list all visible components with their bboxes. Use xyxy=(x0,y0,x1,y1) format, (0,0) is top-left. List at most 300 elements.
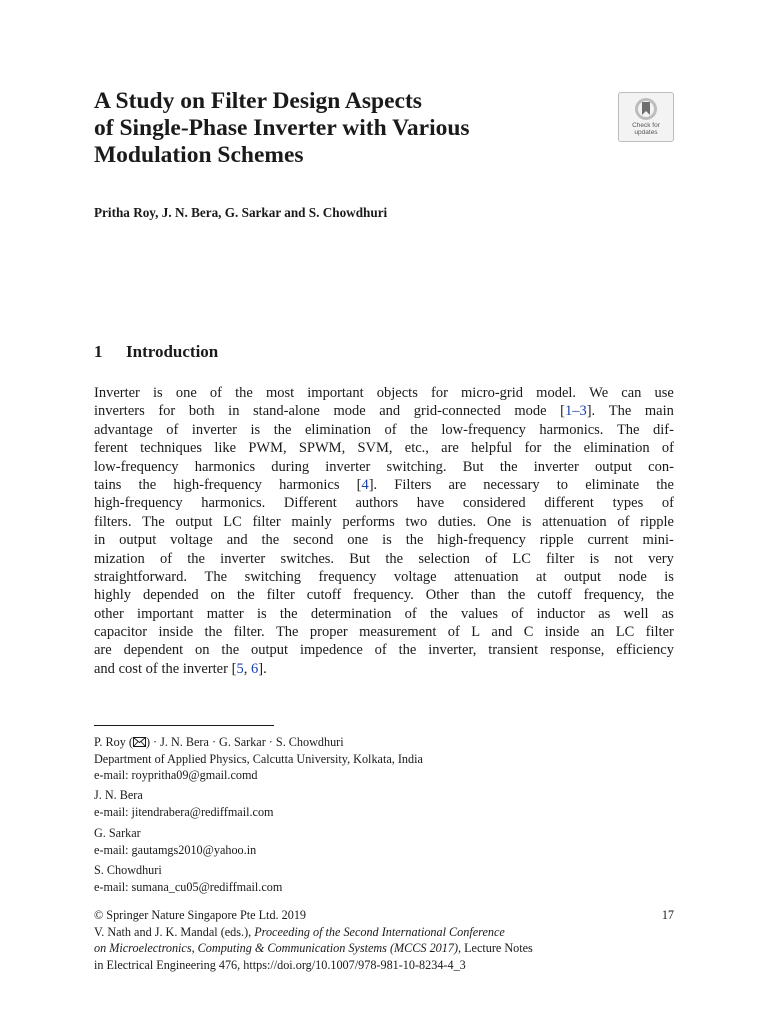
body-word xyxy=(399,641,417,659)
body-word xyxy=(266,384,294,402)
body-word xyxy=(405,439,429,457)
check-for-updates-badge[interactable] xyxy=(618,92,674,142)
body-word xyxy=(511,605,523,623)
author-name: S. Chowdhuri xyxy=(94,863,162,877)
body-word xyxy=(140,439,202,457)
body-text-fragment: mode xyxy=(514,403,547,420)
body-text-fragment: and xyxy=(94,660,115,677)
body-word xyxy=(508,586,526,604)
body-word xyxy=(655,384,674,402)
body-word xyxy=(234,623,265,641)
body-text-fragment: mainly xyxy=(291,513,332,530)
body-text-fragment: necessary xyxy=(483,476,540,493)
body-text-fragment: the xyxy=(507,587,526,604)
body-text-fragment: to xyxy=(556,476,569,493)
body-text-fragment: inverter xyxy=(220,550,266,567)
body-word xyxy=(183,660,228,678)
body-word xyxy=(539,421,603,439)
body-word xyxy=(251,421,261,439)
body-word xyxy=(379,402,400,420)
body-line xyxy=(94,439,674,457)
body-word xyxy=(318,568,376,586)
body-text-fragment: inverter xyxy=(325,458,371,475)
body-text-fragment: the xyxy=(405,532,424,549)
body-text-fragment: tains xyxy=(94,476,122,493)
body-word xyxy=(653,421,674,439)
body-text-fragment: is xyxy=(664,568,674,585)
body-word xyxy=(94,476,121,494)
body-word xyxy=(537,605,585,623)
body-line xyxy=(94,641,674,659)
email-line[interactable]: e-mail: roypritha09@gmail.comd xyxy=(94,768,258,782)
body-line xyxy=(94,568,674,586)
body-word xyxy=(176,384,197,402)
body-word xyxy=(410,421,428,439)
body-word xyxy=(307,586,341,604)
body-word xyxy=(441,421,526,439)
body-text-fragment: LC xyxy=(223,513,242,530)
body-word xyxy=(232,660,248,678)
body-text-fragment: an xyxy=(590,624,605,641)
body-text-fragment: dif- xyxy=(653,421,674,438)
footnote-divider xyxy=(94,725,274,726)
body-word xyxy=(300,641,363,659)
body-text-fragment: stand-alone xyxy=(253,403,320,420)
body-text-fragment: [ xyxy=(231,660,237,677)
body-text-fragment: of xyxy=(404,605,417,622)
body-text-fragment: other xyxy=(94,605,124,622)
body-word xyxy=(645,402,674,420)
body-word xyxy=(325,458,370,476)
body-text-fragment: of xyxy=(617,513,630,530)
body-word xyxy=(310,623,348,641)
email-line[interactable]: e-mail: sumana_cu05@rediffmail.com xyxy=(94,879,283,894)
body-text-fragment: The xyxy=(142,513,165,530)
body-text-fragment: the xyxy=(553,440,572,457)
badge-label: Check for updates xyxy=(632,122,660,136)
body-word xyxy=(394,568,437,586)
body-text-fragment: most xyxy=(265,385,295,401)
body-text-fragment: proper xyxy=(309,624,348,641)
body-word xyxy=(237,586,255,604)
body-word xyxy=(461,384,523,402)
body-text-fragment: the xyxy=(236,587,255,604)
body-text-fragment: switching. xyxy=(386,458,447,475)
section-heading xyxy=(94,342,218,362)
body-text-fragment: of xyxy=(661,440,674,457)
affiliation-chowdhuri xyxy=(94,862,694,895)
email-line[interactable]: e-mail: jitendrabera@rediffmail.com xyxy=(94,804,274,819)
body-text-fragment: grid-connected xyxy=(413,403,501,420)
bookmark-icon xyxy=(634,97,658,121)
citation-link[interactable]: 4 xyxy=(361,476,369,493)
body-word xyxy=(211,586,226,604)
body-word xyxy=(195,458,255,476)
email-line[interactable]: e-mail: gautamgs2010@yahoo.in xyxy=(94,842,257,857)
body-word xyxy=(94,550,145,568)
body-text-fragment: Other xyxy=(425,587,459,604)
body-text-fragment: The xyxy=(275,624,299,641)
body-word xyxy=(485,550,497,568)
body-text-fragment: the xyxy=(221,642,240,659)
body-text-fragment: considered xyxy=(462,495,526,512)
body-text-fragment: as xyxy=(598,605,611,622)
author-name: J. N. Bera xyxy=(94,788,143,802)
body-text-fragment: measurement xyxy=(359,624,437,641)
body-word xyxy=(355,494,398,512)
page-number: 17 xyxy=(661,908,674,922)
body-text-fragment: ripple xyxy=(539,532,574,549)
body-text-fragment: the xyxy=(656,587,674,604)
body-text-fragment: are xyxy=(448,476,467,493)
body-text-fragment: L xyxy=(471,624,481,641)
body-word xyxy=(418,550,470,568)
body-text-fragment: output xyxy=(175,513,213,530)
body-word xyxy=(251,660,267,678)
body-text-fragment: filter. xyxy=(233,624,265,641)
body-text-fragment: in xyxy=(228,403,240,420)
body-word xyxy=(595,458,632,476)
body-word xyxy=(353,586,414,604)
body-text-fragment: as xyxy=(661,605,674,622)
body-word xyxy=(293,531,333,549)
body-word xyxy=(487,513,511,531)
body-word xyxy=(640,513,674,531)
body-text-fragment: the xyxy=(204,624,223,641)
body-word xyxy=(124,641,184,659)
envelope-icon[interactable] xyxy=(133,737,146,747)
body-text-fragment: is xyxy=(250,421,261,438)
body-text-fragment: cutoff xyxy=(537,587,572,604)
body-line xyxy=(94,586,674,604)
body-word xyxy=(248,439,286,457)
body-text-fragment: duties. xyxy=(437,513,477,530)
body-text-fragment: SPWM, xyxy=(298,440,346,457)
body-word xyxy=(267,586,295,604)
citation-line: V. Nath and J. K. Mandal (eds.), Proceeding of the Second International Conference xyxy=(94,924,505,939)
body-word xyxy=(648,458,674,476)
body-word xyxy=(161,660,179,678)
body-text-fragment: on xyxy=(195,642,210,659)
body-text-fragment: We xyxy=(589,385,609,401)
body-text-fragment: the xyxy=(235,385,253,401)
body-text-fragment: is xyxy=(256,605,267,622)
body-word xyxy=(406,531,424,549)
body-text-fragment: attenuation xyxy=(454,568,519,585)
body-word xyxy=(137,605,193,623)
body-word xyxy=(448,623,460,641)
body-word xyxy=(387,458,447,476)
body-text-fragment: harmonics. xyxy=(539,421,604,438)
body-text-fragment: Inverter xyxy=(94,385,140,401)
body-word xyxy=(349,550,370,568)
body-word xyxy=(414,402,501,420)
body-text-fragment: frequency, xyxy=(583,587,645,604)
body-word xyxy=(274,421,292,439)
body-word xyxy=(347,531,368,549)
body-line xyxy=(94,384,674,402)
body-line xyxy=(94,605,674,623)
body-text-fragment: during xyxy=(271,458,310,475)
introduction-body xyxy=(94,384,674,678)
body-text-fragment: the xyxy=(430,605,448,622)
body-text-fragment: frequency. xyxy=(353,587,414,604)
doi-line[interactable]: in Electrical Engineering 476, https://doi.org/10.1007/978-981-10-8234-4_3 xyxy=(94,957,466,972)
affiliation-roy xyxy=(94,734,694,784)
body-text-fragment: mini- xyxy=(642,532,674,549)
body-text-fragment: ripple xyxy=(640,513,674,530)
section-title: Introduction xyxy=(126,342,219,361)
body-text-fragment: harmonics xyxy=(279,476,340,493)
body-word xyxy=(430,605,448,623)
body-text-fragment: attenuation xyxy=(542,513,607,530)
body-text-fragment: switches. xyxy=(280,550,335,567)
body-text-fragment: inverter xyxy=(533,458,579,475)
body-word xyxy=(158,402,175,420)
body-text-fragment: highly xyxy=(94,587,132,604)
body-text-fragment: voltage xyxy=(170,532,213,549)
body-word xyxy=(394,476,431,494)
body-line xyxy=(94,623,674,641)
body-text-fragment: output xyxy=(119,532,157,549)
body-text-fragment: PWM, xyxy=(248,440,287,457)
body-word xyxy=(664,568,674,586)
body-text-fragment: the xyxy=(187,550,205,567)
body-word xyxy=(119,531,156,549)
body-word xyxy=(357,476,378,494)
body-text-fragment: SVM, xyxy=(357,440,393,457)
body-text-fragment: filter xyxy=(266,587,295,604)
body-text-fragment: for xyxy=(430,385,448,401)
citation-link[interactable]: 5 xyxy=(236,660,244,677)
body-text-fragment: one xyxy=(347,532,369,549)
body-text-fragment: con- xyxy=(648,458,674,475)
body-word xyxy=(253,402,320,420)
body-text-fragment: helpful xyxy=(471,440,513,457)
body-text-fragment: efficiency xyxy=(616,642,674,659)
body-text-fragment: The xyxy=(608,403,632,420)
citation-line: on Microelectronics, Computing & Communication Systems (MCCS 2017), Lecture Notes xyxy=(94,941,533,955)
body-word xyxy=(223,513,242,531)
body-text-fragment: the xyxy=(273,421,292,438)
body-word xyxy=(166,421,178,439)
body-word xyxy=(662,605,674,623)
body-text-fragment: of xyxy=(447,624,460,641)
body-text-fragment: switching xyxy=(244,568,301,585)
body-word xyxy=(94,384,140,402)
body-text-fragment: high-frequency xyxy=(437,532,526,549)
body-word xyxy=(591,623,605,641)
body-word xyxy=(382,531,392,549)
body-text-fragment: the xyxy=(279,605,298,622)
body-word xyxy=(228,402,239,420)
body-text-fragment: of xyxy=(485,550,498,567)
body-word xyxy=(280,550,334,568)
body-word xyxy=(589,384,608,402)
body-word xyxy=(342,513,394,531)
body-word xyxy=(514,402,546,420)
body-text-fragment: authors xyxy=(355,495,399,512)
body-text-fragment: impedence xyxy=(299,642,363,659)
body-text-fragment: use xyxy=(654,385,674,401)
body-word xyxy=(207,605,244,623)
body-text-fragment: is xyxy=(153,385,163,401)
body-word xyxy=(426,586,459,604)
body-text-fragment: ]. xyxy=(368,476,378,493)
body-word xyxy=(235,384,253,402)
body-text-fragment: second xyxy=(293,532,334,549)
body-word xyxy=(94,586,131,604)
body-text-fragment: elimination xyxy=(304,421,371,438)
body-word xyxy=(94,660,115,678)
body-word xyxy=(584,586,645,604)
body-text-fragment: C xyxy=(523,624,534,641)
body-text-fragment: filters. xyxy=(94,513,132,530)
body-text-fragment: one xyxy=(175,385,197,401)
body-text-fragment: like xyxy=(214,440,237,457)
body-text-fragment: [ xyxy=(560,403,565,420)
page-footer xyxy=(94,907,674,973)
title-line: A Study on Filter Design Aspects xyxy=(94,88,422,114)
paper-title xyxy=(94,88,594,169)
body-text-fragment: the xyxy=(410,421,428,438)
body-text-fragment: mization xyxy=(94,550,145,567)
body-word xyxy=(357,439,392,457)
body-word xyxy=(119,660,142,678)
body-text-fragment: inside xyxy=(158,624,194,641)
title-line: of Single-Phase Inverter with Various xyxy=(94,115,470,141)
body-text-fragment: ]. xyxy=(258,660,267,677)
affiliation-authors-line: P. Roy ( ) · J. N. Bera · G. Sarkar · S. Chowdhuri xyxy=(94,735,344,749)
body-word xyxy=(471,623,480,641)
body-word xyxy=(560,402,595,420)
body-text-fragment: of xyxy=(384,421,397,438)
body-word xyxy=(252,513,280,531)
body-text-fragment: and xyxy=(491,624,513,641)
body-word xyxy=(94,494,183,512)
body-word xyxy=(589,550,599,568)
body-text-fragment: voltage xyxy=(393,568,437,585)
body-text-fragment: than xyxy=(470,587,496,604)
body-word xyxy=(146,660,158,678)
body-word xyxy=(94,421,153,439)
body-text-fragment: the xyxy=(261,532,280,549)
body-text-fragment: Different xyxy=(283,495,337,512)
body-text-fragment: two xyxy=(405,513,428,530)
body-text-fragment: for xyxy=(524,440,542,457)
body-word xyxy=(512,550,531,568)
body-word xyxy=(359,623,436,641)
body-word xyxy=(279,476,339,494)
body-word xyxy=(544,494,594,512)
body-text-fragment: mode xyxy=(333,403,366,420)
body-word xyxy=(245,568,301,586)
body-text-fragment: LC xyxy=(615,624,635,641)
body-text-fragment: advantage xyxy=(94,421,153,438)
body-word xyxy=(159,623,194,641)
body-word xyxy=(170,531,213,549)
body-word xyxy=(522,513,532,531)
body-word xyxy=(500,458,518,476)
body-text-fragment: current xyxy=(587,532,629,549)
body-text-fragment: inside xyxy=(544,624,580,641)
body-word xyxy=(143,586,199,604)
body-word xyxy=(375,641,387,659)
body-word xyxy=(173,476,262,494)
body-text-fragment: elimination xyxy=(583,440,650,457)
body-word xyxy=(545,623,580,641)
body-text-fragment: Filters xyxy=(394,476,432,493)
body-text-fragment: high-frequency xyxy=(173,476,262,493)
body-text-fragment: model. xyxy=(536,385,577,401)
body-text-fragment: The xyxy=(616,421,640,438)
body-word xyxy=(187,550,205,568)
body-word xyxy=(417,494,444,512)
body-text-fragment: But xyxy=(349,550,371,567)
body-word xyxy=(483,476,539,494)
body-word xyxy=(587,531,628,549)
body-text-fragment: filter xyxy=(252,513,281,530)
body-text-fragment: response, xyxy=(550,642,605,659)
body-word xyxy=(94,641,112,659)
body-text-fragment: well xyxy=(623,605,649,622)
body-word xyxy=(642,531,673,549)
body-word xyxy=(662,494,674,512)
body-word xyxy=(617,513,629,531)
body-text-fragment: is xyxy=(382,532,392,549)
body-word xyxy=(192,421,237,439)
body-text-fragment: for xyxy=(158,403,176,420)
citation-link[interactable]: 6 xyxy=(251,660,259,677)
body-text-fragment: The xyxy=(204,568,228,585)
body-word xyxy=(405,605,417,623)
body-text-fragment: inverter xyxy=(182,660,228,677)
body-word xyxy=(94,605,124,623)
body-text-fragment: , xyxy=(243,660,248,677)
body-text-fragment: different xyxy=(544,495,594,512)
body-word xyxy=(153,384,163,402)
body-text-fragment: is xyxy=(589,550,600,567)
body-text-fragment: in xyxy=(94,532,106,549)
body-text-fragment: matter xyxy=(206,605,244,622)
body-text-fragment: But xyxy=(462,458,484,475)
body-word xyxy=(540,531,574,549)
citation-link[interactable]: 1–3 xyxy=(564,403,587,420)
body-text-fragment: high-frequency xyxy=(94,495,183,512)
body-text-fragment: on xyxy=(210,587,226,604)
body-text-fragment: techniques xyxy=(140,440,203,457)
body-word xyxy=(305,421,371,439)
body-line xyxy=(94,421,674,439)
body-text-fragment: the xyxy=(499,458,518,475)
body-word xyxy=(648,550,674,568)
body-word xyxy=(160,550,172,568)
body-text-fragment: and xyxy=(226,532,248,549)
body-text-fragment: of xyxy=(511,605,524,622)
body-word xyxy=(94,531,105,549)
body-word xyxy=(536,568,546,586)
body-text-fragment: the xyxy=(385,550,404,567)
body-word xyxy=(214,439,236,457)
body-word xyxy=(385,550,403,568)
body-word xyxy=(662,439,674,457)
body-text-fragment: [ xyxy=(356,476,362,493)
author-name: G. Sarkar xyxy=(94,826,141,840)
body-text-fragment: values xyxy=(460,605,499,622)
body-text-fragment: cutoff xyxy=(306,587,342,604)
body-word xyxy=(614,550,633,568)
body-word xyxy=(609,402,632,420)
